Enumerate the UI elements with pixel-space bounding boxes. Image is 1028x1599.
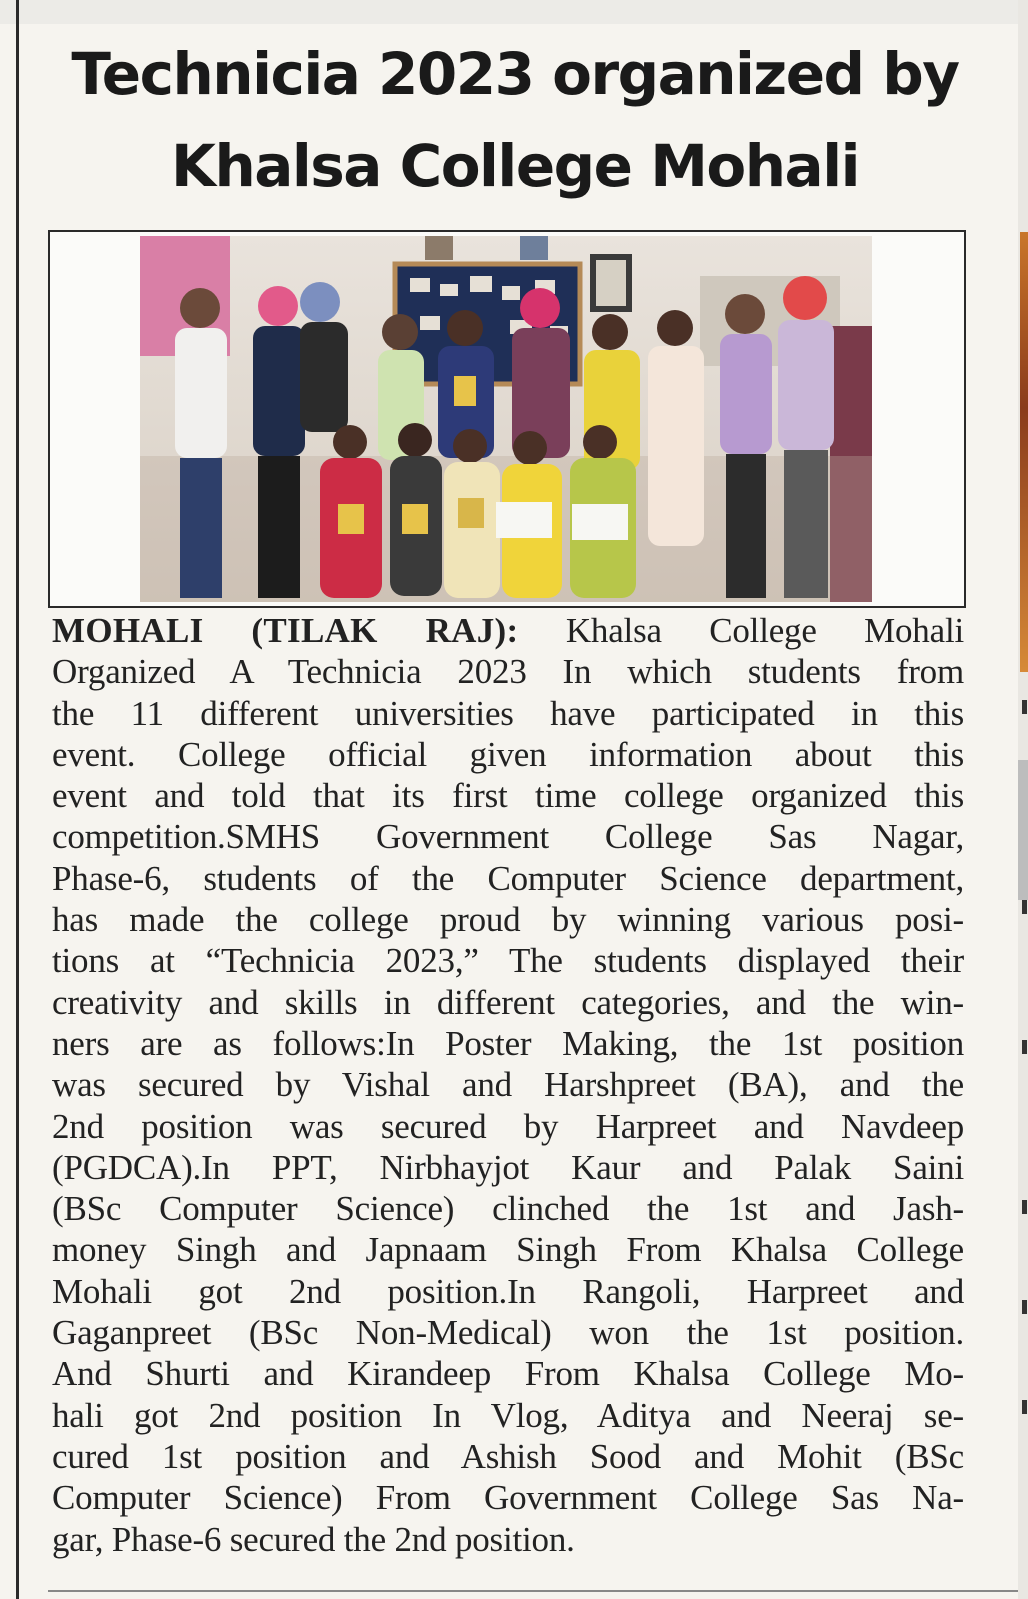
- article-line: 2nd position was secured by Harpreet and Navdeep: [52, 1106, 964, 1146]
- article-byline: MOHALI (TILAK RAJ):: [52, 611, 519, 650]
- article-line: cured 1st position and Ashish Sood and Mohit (BSc: [52, 1436, 964, 1476]
- article-line: event. College official given information about this: [52, 734, 964, 774]
- article-line: the 11 different universities have participated in this: [52, 693, 964, 733]
- article-line: has made the college proud by winning various posi-: [52, 900, 964, 940]
- article-line: money Singh and Japnaam Singh From Khalsa College: [52, 1230, 964, 1270]
- article-line: ners are as follows:In Poster Making, the 1st position: [52, 1023, 964, 1063]
- page-top-strip: [0, 0, 1028, 24]
- article-line: was secured by Vishal and Harshpreet (BA), and the: [52, 1065, 964, 1105]
- article-line: (BSc Computer Science) clinched the 1st and Jash-: [52, 1189, 964, 1229]
- article-line: hali got 2nd position In Vlog, Aditya and Neeraj se-: [52, 1395, 964, 1435]
- article-line: gar, Phase-6 secured the 2nd position.: [52, 1519, 575, 1559]
- article-line: Mohali got 2nd position.In Rangoli, Harpreet and: [52, 1271, 964, 1311]
- article-line: (PGDCA).In PPT, Nirbhayjot Kaur and Palak Saini: [52, 1147, 964, 1187]
- article-line: creativity and skills in different categories, and the win-: [52, 982, 964, 1022]
- article-line: competition.SMHS Government College Sas Nagar,: [52, 817, 964, 857]
- article-first-line: [52, 610, 964, 651]
- article-line: Organized A Technicia 2023 In which students from: [52, 652, 964, 692]
- article-line: Gaganpreet (BSc Non-Medical) won the 1st position.: [52, 1313, 964, 1353]
- adjacent-column-edge: [1018, 0, 1028, 1599]
- article-headline: [40, 28, 990, 212]
- article-line: Khalsa College Mohali: [518, 611, 964, 650]
- column-rule-left: [16, 0, 19, 1599]
- article-line: And Shurti and Kirandeep From Khalsa College Mo-: [52, 1354, 964, 1394]
- article-body: [52, 610, 964, 1560]
- article-line: event and told that its first time college organized this: [52, 776, 964, 816]
- bottom-rule: [48, 1590, 1018, 1592]
- headline-line-1: Technicia 2023 organized by: [71, 40, 959, 108]
- article-photo: [48, 230, 966, 608]
- article-line: tions at “Technicia 2023,” The students displayed their: [52, 941, 964, 981]
- group-photo-icon: [140, 236, 872, 602]
- article-line: Phase-6, students of the Computer Science department,: [52, 858, 964, 898]
- article-line: Computer Science) From Government College Sas Na-: [52, 1478, 964, 1518]
- headline-line-2: Khalsa College Mohali: [171, 132, 859, 200]
